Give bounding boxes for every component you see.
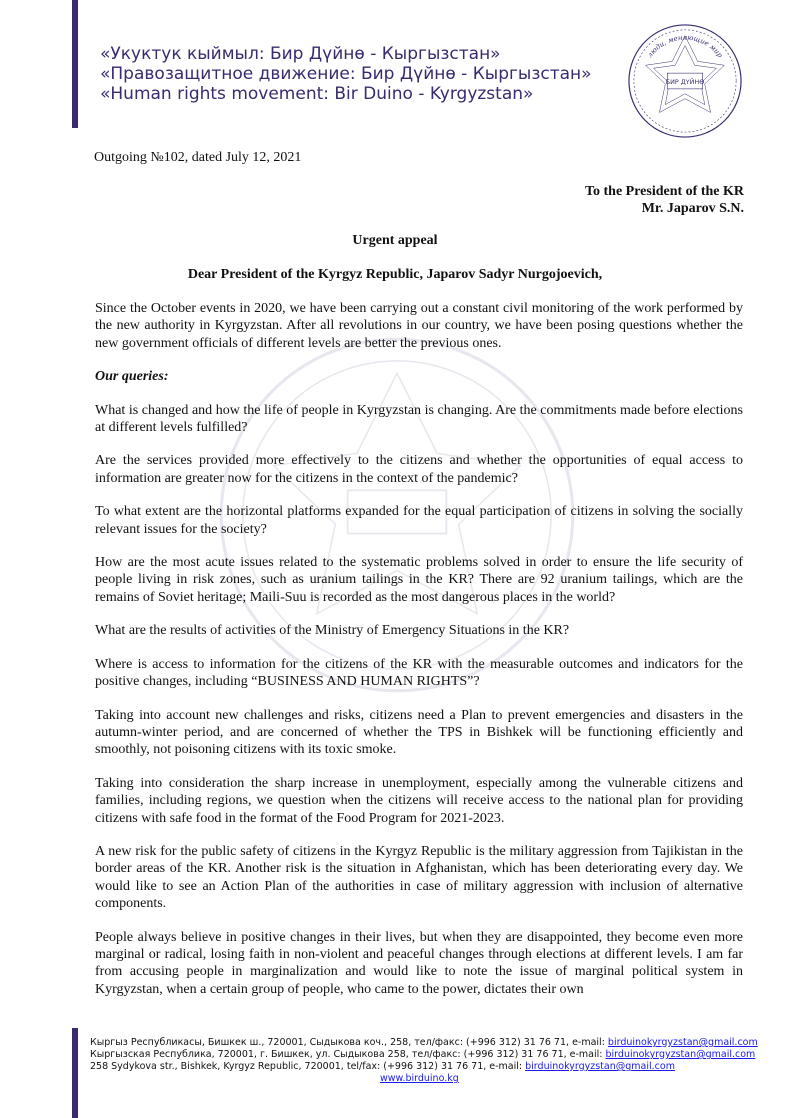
paragraph: How are the most acute issues related to the systematic problems solved in order to ensure the life security of people living in risk zones, such as uranium tailings in the KR? There are 92 uranium tailings, which are the remains of Soviet heritage; Maili-Suu is recorded as the most dangerous places in the world? [95,555,743,605]
salutation: Dear President of the Kyrgyz Republic, Japarov Sadyr Nurgojoevich, [187,267,603,282]
paragraph: Taking into consideration the sharp increase in unemployment, especially among the vulnerable citizens and families, including regions, we question when the citizens will receive access to the national plan for providing citizens with safe food in the format of the Food Program for 2021-2023. [95,775,743,826]
addressee-title: To the President of the KR [584,184,744,199]
queries-heading: Our queries: [95,369,169,385]
letter-body [95,300,743,1014]
paragraph: Where is access to information for the citizens of the KR with the measurable outcomes and indicators for the positive changes, including “BUSINESS AND HUMAN RIGHTS”? [95,656,743,690]
header-accent-bar [72,0,78,128]
paragraph: Since the October events in 2020, we have been carrying out a constant civil monitoring of the work performed by the new authority in Kyrgyzstan. After all revolutions in our country, we have been posing questions whether the new government officials of different levels are better the previous ones. [95,301,743,351]
email-link[interactable]: birduinokyrgyzstan@gmail.com [607,1037,758,1048]
svg-text:люди, меняющие мир [646,34,725,60]
footer-website-line [90,1073,758,1085]
paragraph: What is changed and how the life of people in Kyrgyzstan is changing. Are the commitments made before elections at different levels fulfilled? [95,402,743,436]
footer-contacts [90,1037,758,1085]
paragraph: To what extent are the horizontal platforms expanded for the equal participation of citizens in solving the socially relevant issues for the society? [95,504,743,537]
org-name-english: «Human rights movement: Bir Duino - Kyrgyzstan» [100,84,534,104]
paragraph: People always believe in positive changes in their lives, but when they are disappointed, they become even more marginal or radical, losing faith in non-violent and peaceful changes through elections at different levels. I am far from accusing people in marginalization and would like to note the issue of marginal political system in Kyrgyzstan, when a certain group of people, who came to the power, dictates their own [95,929,743,997]
logo-name: БИР ДҮЙНӨ [665,77,705,86]
email-link[interactable]: birduinokyrgyzstan@gmail.com [525,1061,675,1072]
footer-line-kyrgyz [90,1037,758,1049]
addressee [585,183,744,217]
footer-line-english [90,1061,758,1073]
paragraph: A new risk for the public safety of citizens in the Kyrgyz Republic is the military aggression from Tajikistan in the border areas of the KR. Another risk is the situation in Afghanistan, which has been deteriorating every day. We would like to see an Action Plan of the authorities in case of military aggression with inclusion of alternative components. [95,843,743,912]
paragraph: Taking into account new challenges and risks, citizens need a Plan to prevent emergencies and disasters in the autumn-winter period, and are concerned of whether the TPS in Bishkek will be functioning efficiently and smoothly, not poisoning citizens with its toxic smoke. [95,707,743,758]
org-name-russian: «Правозащитное движение: Бир Дүйнө - Кыргызстан» [100,64,592,84]
letter-title: Urgent appeal [352,233,438,248]
org-name-kyrgyz: «Укуктук кыймыл: Бир Дүйнө - Кыргызстан» [100,44,501,64]
website-link[interactable]: www.birduino.kg [380,1073,459,1084]
footer-address-kyrgyz: Кыргыз Республикасы, Бишкек ш., 720001, Сыдыкова коч., 258, тел/факс: (+996 312) 31 76 71, e-mail: [90,1037,608,1048]
footer-accent-bar [72,1028,78,1118]
outgoing-reference: Outgoing №102, dated July 12, 2021 [94,150,302,165]
bir-duino-seal-logo [626,22,744,140]
footer-address-russian: Кыргызская Республика, 720001, г. Бишкек, ул. Сыдыкова 258, тел/факс: (+996 312) 31 76 71, e-mail: [90,1049,606,1060]
footer-address-english: 258 Sydykova str., Bishkek, Kyrgyz Republic, 720001, tel/fax: (+996 312) 31 76 71, e-mail: [90,1061,526,1072]
logo-motto: люди, меняющие мир [645,33,725,60]
paragraph: Are the services provided more effectively to the citizens and whether the opportunities of equal access to information are greater now for the citizens in the context of the pandemic? [95,453,743,486]
addressee-name: Mr. Japarov S.N. [641,201,744,216]
organization-name [100,44,592,104]
email-link[interactable]: birduinokyrgyzstan@gmail.com [605,1049,756,1060]
paragraph: What are the results of activities of the Ministry of Emergency Situations in the KR? [95,623,570,639]
footer-line-russian [90,1049,758,1061]
